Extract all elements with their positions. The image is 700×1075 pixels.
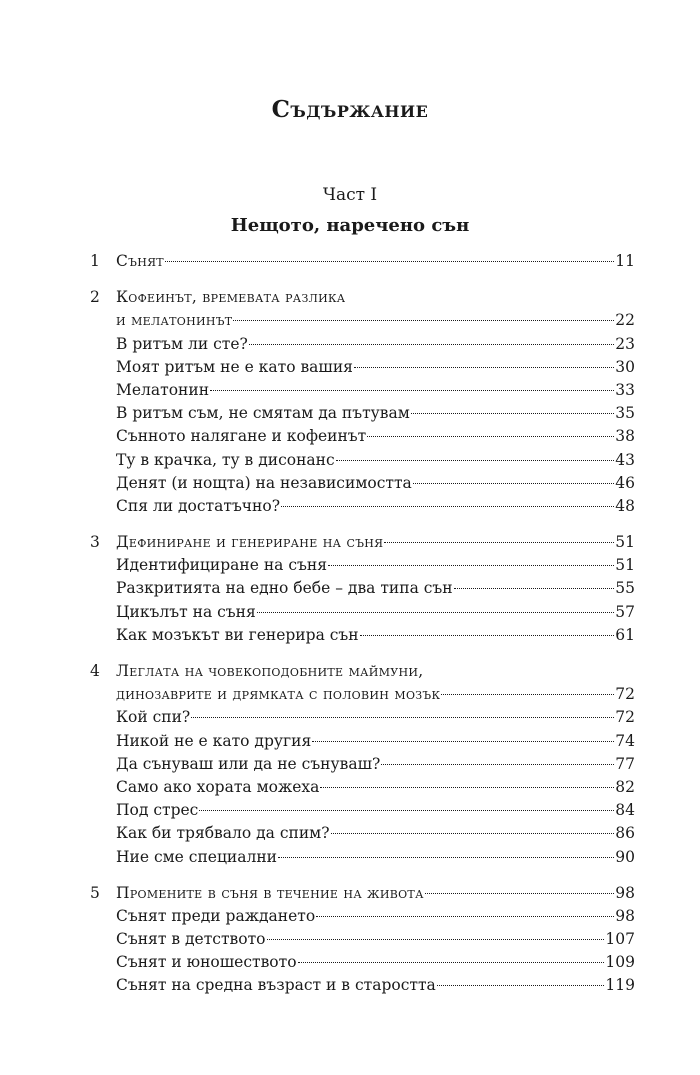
toc-section-row [90,928,635,951]
section-page-number: 51 [615,556,635,575]
section-page-number: 48 [615,496,635,515]
dot-leader [454,588,615,589]
dot-leader [441,694,614,695]
page-title: Съдържание [271,96,429,123]
chapter-title: и мелатонинът [116,311,233,330]
toc-section-row [90,449,635,472]
table-of-contents [90,250,635,998]
toc-section-row [90,601,635,624]
toc-chapter [90,531,635,647]
section-title: Как би трябвало да спим? [116,824,330,843]
toc-chapter [90,286,635,518]
dot-leader [336,460,615,461]
dot-leader [384,542,614,543]
toc-chapter-row [90,250,635,273]
dot-leader [367,436,614,437]
section-title: В ритъм ли сте? [116,334,248,353]
toc-section-row [90,951,635,974]
section-title: Кой спи? [116,708,191,727]
section-page-number: 61 [615,625,635,644]
section-page-number: 43 [615,450,635,469]
section-title: Сънят преди раждането [116,906,316,925]
section-page-number: 35 [615,404,635,423]
toc-section-row [90,730,635,753]
chapter-page-number: 98 [615,883,635,902]
toc-section-row [90,356,635,379]
dot-leader [316,916,614,917]
section-title: Ту в крачка, ту в дисонанс [116,450,335,469]
section-page-number: 119 [605,976,635,995]
section-title: В ритъм съм, не смятам да пътувам [116,404,410,423]
toc-section-row [90,905,635,928]
part-label: Част I [322,185,378,205]
chapter-page-number: 22 [615,311,635,330]
section-title: Ние сме специални [116,847,278,866]
dot-leader [331,833,615,834]
dot-leader [298,962,605,963]
dot-leader [281,506,614,507]
section-title: Идентифициране на съня [116,556,327,575]
chapter-title: Леглата на човекоподобните маймуни, [116,662,424,680]
toc-section-row [90,577,635,600]
section-title: Мелатонин [116,380,210,399]
section-page-number: 82 [615,777,635,796]
toc-section-row [90,624,635,647]
dot-leader [381,764,614,765]
section-title: Само ако хората можеха [116,777,320,796]
dot-leader [320,787,614,788]
dot-leader [165,261,614,262]
section-title: Сънното налягане и кофеинът [116,427,367,446]
dot-leader [210,390,614,391]
toc-chapter-row [90,286,635,309]
part-title: Нещото, наречено сън [230,215,470,236]
dot-leader [199,810,614,811]
section-page-number: 109 [605,953,635,972]
toc-section-row [90,706,635,729]
section-title: Под стрес [116,801,199,820]
chapter-title: Кофеинът, времевата разлика [116,288,346,307]
dot-leader [249,344,614,345]
dot-leader [360,635,615,636]
toc-section-row [90,799,635,822]
dot-leader [413,483,614,484]
toc-section-row [90,425,635,448]
section-title: Спя ли достатъчно? [116,496,281,515]
dot-leader [233,320,614,321]
section-page-number: 98 [615,906,635,925]
section-page-number: 72 [615,708,635,727]
toc-chapter-row [90,683,635,706]
dot-leader [257,612,615,613]
toc-chapter-row [90,531,635,554]
dot-leader [328,565,614,566]
toc-section-row [90,554,635,577]
toc-chapter-row [90,309,635,332]
toc-section-row [90,495,635,518]
section-title: Денят (и нощта) на независимостта [116,473,412,492]
section-page-number: 38 [615,427,635,446]
section-page-number: 77 [615,754,635,773]
section-title: Да сънуваш или да не сънуваш? [116,754,381,773]
section-page-number: 90 [615,847,635,866]
dot-leader [354,367,614,368]
chapter-page-number: 11 [615,252,635,270]
section-title: Моят ритъм не е като вашия [116,357,353,376]
toc-section-row [90,379,635,402]
section-title: Никой не е като другия [116,731,312,750]
section-page-number: 57 [615,602,635,621]
toc-section-row [90,333,635,356]
dot-leader [312,741,614,742]
section-title: Цикълът на съня [116,602,256,621]
section-page-number: 33 [615,380,635,399]
dot-leader [425,893,615,894]
section-title: Разкритията на едно бебе – два типа сън [116,579,453,598]
section-page-number: 23 [615,334,635,353]
chapter-title: Сънят [116,252,164,270]
toc-section-row [90,974,635,997]
dot-leader [278,857,614,858]
section-page-number: 46 [615,473,635,492]
chapter-title: динозаврите и дрямката с половин мозък [116,685,441,704]
chapter-page-number: 51 [615,533,635,552]
chapter-number: 4 [90,662,100,680]
section-title: Сънят на средна възраст и в старостта [116,976,436,995]
toc-section-row [90,776,635,799]
section-title: Сънят в детството [116,930,266,949]
chapter-number: 1 [90,252,100,270]
dot-leader [411,413,614,414]
dot-leader [267,939,605,940]
toc-section-row [90,472,635,495]
toc-chapter-row [90,882,635,905]
section-title: Сънят и юношеството [116,953,297,972]
toc-chapter [90,882,635,998]
section-page-number: 74 [615,731,635,750]
toc-section-row [90,753,635,776]
toc-section-row [90,402,635,425]
toc-section-row [90,822,635,845]
section-page-number: 84 [615,801,635,820]
dot-leader [437,985,605,986]
chapter-number: 3 [90,533,100,552]
section-page-number: 107 [605,930,635,949]
dot-leader [191,717,614,718]
chapter-number: 5 [90,883,100,902]
toc-chapter-row [90,660,635,683]
section-page-number: 86 [615,824,635,843]
section-page-number: 55 [615,579,635,598]
chapter-title: Дефиниране и генериране на съня [116,533,384,552]
section-title: Как мозъкът ви генерира сън [116,625,359,644]
chapter-number: 2 [90,288,100,307]
toc-chapter [90,250,635,273]
chapter-title: Промените в съня в течение на живота [116,883,424,902]
toc-section-row [90,846,635,869]
section-page-number: 30 [615,357,635,376]
chapter-page-number: 72 [615,685,635,704]
toc-chapter [90,660,635,869]
